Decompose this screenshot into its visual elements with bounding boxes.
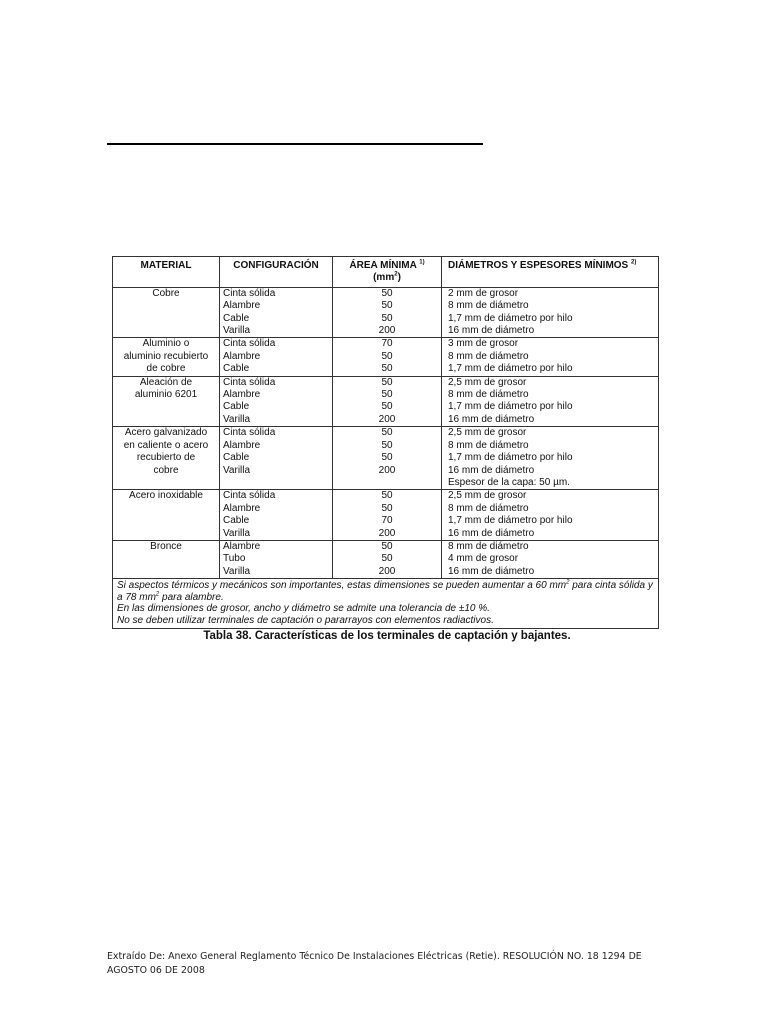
note-1-sup-1: 2 bbox=[566, 579, 570, 586]
material-line: Acero inoxidable bbox=[129, 490, 203, 502]
area-line: 50 bbox=[381, 427, 393, 439]
diametros-line: 3 mm de grosor bbox=[448, 338, 519, 350]
configuracion-cell bbox=[220, 338, 333, 376]
configuracion-line: Tubo bbox=[223, 553, 246, 565]
area-line: 70 bbox=[381, 515, 393, 527]
table-row bbox=[113, 427, 659, 490]
diametros-line: 1,7 mm de diámetro por hilo bbox=[448, 515, 573, 527]
configuracion-line: Alambre bbox=[223, 502, 261, 514]
diametros-line: Espesor de la capa: 50 µm. bbox=[448, 476, 570, 488]
header-area-unit-post: ) bbox=[397, 272, 401, 284]
area-cell bbox=[333, 376, 442, 427]
source-footer: Extraído De: Anexo General Reglamento Técnico De Instalaciones Eléctricas (Retie). RESOLUCIÓN NO. 18 1294 DE AGOSTO 06 DE 2008 bbox=[107, 951, 642, 976]
diametros-line: 16 mm de diámetro bbox=[448, 413, 535, 425]
diametros-line: 2,5 mm de grosor bbox=[448, 427, 527, 439]
area-line: 200 bbox=[378, 565, 396, 577]
area-line: 200 bbox=[378, 464, 396, 476]
material-line: recubierto de bbox=[136, 452, 196, 464]
header-diametros bbox=[442, 257, 659, 288]
diametros-line: 8 mm de diámetro bbox=[448, 439, 529, 451]
area-line: 50 bbox=[381, 540, 393, 552]
note-1-part-a: Si aspectos térmicos y mecánicos son importantes, estas dimensiones se pueden aumentar a 60 mm bbox=[117, 580, 567, 592]
diametros-line: 16 mm de diámetro bbox=[448, 527, 535, 539]
area-cell bbox=[333, 490, 442, 541]
top-horizontal-rule bbox=[107, 143, 483, 145]
diametros-line: 2,5 mm de grosor bbox=[448, 490, 527, 502]
table-row bbox=[113, 540, 659, 578]
header-area-minima bbox=[333, 257, 442, 288]
table-header-row bbox=[113, 257, 659, 288]
configuracion-line: Alambre bbox=[223, 540, 261, 552]
area-line: 50 bbox=[381, 401, 393, 413]
area-cell bbox=[333, 338, 442, 376]
note-3: No se deben utilizar terminales de captación o pararrayos con elementos radiactivos. bbox=[117, 614, 494, 626]
note-1-part-c: para alambre. bbox=[159, 591, 224, 603]
area-line: 50 bbox=[381, 363, 393, 375]
material-cell bbox=[113, 376, 220, 427]
area-cell bbox=[333, 287, 442, 338]
table-row bbox=[113, 338, 659, 376]
material-line: en caliente o acero bbox=[123, 439, 209, 451]
area-line: 200 bbox=[378, 325, 396, 337]
material-cell bbox=[113, 287, 220, 338]
area-cell bbox=[333, 540, 442, 578]
area-line: 50 bbox=[381, 287, 393, 299]
configuracion-cell bbox=[220, 540, 333, 578]
configuracion-line: Cable bbox=[223, 401, 250, 413]
configuracion-cell bbox=[220, 490, 333, 541]
area-line: 50 bbox=[381, 452, 393, 464]
table-notes bbox=[113, 579, 659, 628]
configuracion-line: Cable bbox=[223, 312, 250, 324]
diametros-cell bbox=[442, 427, 659, 490]
table-body bbox=[113, 287, 659, 578]
diametros-line: 8 mm de diámetro bbox=[448, 300, 529, 312]
area-line: 50 bbox=[381, 553, 393, 565]
header-area-unit-sup: 2 bbox=[394, 272, 398, 279]
area-line: 50 bbox=[381, 439, 393, 451]
area-line: 200 bbox=[378, 527, 396, 539]
table-row bbox=[113, 490, 659, 541]
header-area-label: ÁREA MÍNIMA bbox=[349, 260, 417, 271]
diametros-line: 1,7 mm de diámetro por hilo bbox=[448, 401, 573, 413]
table-row bbox=[113, 287, 659, 338]
material-line: aluminio 6201 bbox=[134, 389, 198, 401]
area-line: 50 bbox=[381, 350, 393, 362]
material-line: cobre bbox=[153, 464, 179, 476]
material-line: aluminio recubierto bbox=[123, 350, 209, 362]
configuracion-line: Varilla bbox=[223, 464, 251, 476]
header-configuracion: CONFIGURACIÓN bbox=[220, 257, 333, 288]
configuracion-line: Cinta sólida bbox=[223, 287, 276, 299]
note-1 bbox=[117, 580, 653, 603]
configuracion-line: Alambre bbox=[223, 300, 261, 312]
diametros-line: 8 mm de diámetro bbox=[448, 389, 529, 401]
configuracion-line: Varilla bbox=[223, 413, 251, 425]
diametros-line: 16 mm de diámetro bbox=[448, 325, 535, 337]
diametros-cell bbox=[442, 490, 659, 541]
material-line: Aluminio o bbox=[142, 338, 190, 350]
configuracion-cell bbox=[220, 427, 333, 490]
diametros-line: 1,7 mm de diámetro por hilo bbox=[448, 363, 573, 375]
diametros-line: 1,7 mm de diámetro por hilo bbox=[448, 452, 573, 464]
diametros-line: 8 mm de diámetro bbox=[448, 502, 529, 514]
configuracion-line: Cable bbox=[223, 515, 250, 527]
material-cell bbox=[113, 338, 220, 376]
area-line: 50 bbox=[381, 490, 393, 502]
diametros-line: 2 mm de grosor bbox=[448, 287, 519, 299]
diametros-line: 1,7 mm de diámetro por hilo bbox=[448, 312, 573, 324]
spec-table bbox=[112, 256, 659, 629]
configuracion-line: Varilla bbox=[223, 325, 251, 337]
configuracion-line: Alambre bbox=[223, 350, 261, 362]
header-diametros-label: DIÁMETROS Y ESPESORES MÍNIMOS bbox=[448, 260, 629, 271]
diametros-cell bbox=[442, 376, 659, 427]
material-cell bbox=[113, 490, 220, 541]
area-line: 50 bbox=[381, 312, 393, 324]
area-line: 50 bbox=[381, 300, 393, 312]
diametros-line: 2,5 mm de grosor bbox=[448, 376, 527, 388]
configuracion-line: Alambre bbox=[223, 439, 261, 451]
table-container bbox=[112, 256, 658, 642]
configuracion-line: Cinta sólida bbox=[223, 427, 276, 439]
area-line: 50 bbox=[381, 376, 393, 388]
header-diametros-note: 2) bbox=[631, 259, 637, 266]
configuracion-cell bbox=[220, 376, 333, 427]
material-line: Aleación de bbox=[139, 376, 193, 388]
header-material: MATERIAL bbox=[113, 257, 220, 288]
area-line: 70 bbox=[381, 338, 393, 350]
configuracion-line: Varilla bbox=[223, 527, 251, 539]
configuracion-line: Cinta sólida bbox=[223, 490, 276, 502]
area-line: 50 bbox=[381, 389, 393, 401]
area-cell bbox=[333, 427, 442, 490]
note-2: En las dimensiones de grosor, ancho y diámetro se admite una tolerancia de ±10 %. bbox=[117, 603, 490, 615]
material-line: de cobre bbox=[146, 363, 186, 375]
area-line: 200 bbox=[378, 413, 396, 425]
material-cell bbox=[113, 427, 220, 490]
diametros-line: 8 mm de diámetro bbox=[448, 350, 529, 362]
note-1-sup-2: 2 bbox=[155, 591, 160, 598]
header-area-note: 1) bbox=[419, 259, 425, 266]
configuracion-line: Cable bbox=[223, 452, 250, 464]
configuracion-line: Varilla bbox=[223, 565, 251, 577]
configuracion-cell bbox=[220, 287, 333, 338]
diametros-line: 16 mm de diámetro bbox=[448, 565, 535, 577]
configuracion-line: Cinta sólida bbox=[223, 338, 276, 350]
configuracion-line: Alambre bbox=[223, 389, 261, 401]
diametros-line: 4 mm de grosor bbox=[448, 553, 519, 565]
configuracion-line: Cinta sólida bbox=[223, 376, 276, 388]
material-line: Acero galvanizado bbox=[124, 427, 208, 439]
diametros-cell bbox=[442, 540, 659, 578]
material-cell bbox=[113, 540, 220, 578]
table-notes-row bbox=[113, 579, 659, 628]
area-line: 50 bbox=[381, 502, 393, 514]
diametros-line: 8 mm de diámetro bbox=[448, 540, 529, 552]
table-caption: Tabla 38. Características de los terminales de captación y bajantes. bbox=[203, 629, 571, 642]
note-1-part-b: para cinta sólida y a 78 mm bbox=[117, 580, 653, 603]
material-line: Cobre bbox=[152, 287, 180, 299]
table-row bbox=[113, 376, 659, 427]
configuracion-line: Cable bbox=[223, 363, 250, 375]
header-area-unit-pre: (mm bbox=[373, 272, 395, 284]
diametros-line: 16 mm de diámetro bbox=[448, 464, 535, 476]
material-line: Bronce bbox=[150, 540, 182, 552]
diametros-cell bbox=[442, 287, 659, 338]
diametros-cell bbox=[442, 338, 659, 376]
